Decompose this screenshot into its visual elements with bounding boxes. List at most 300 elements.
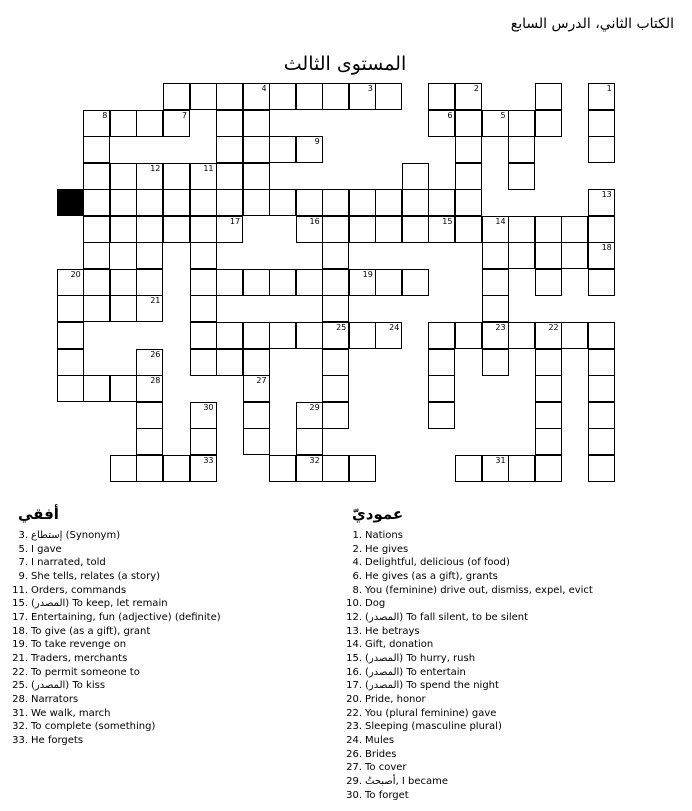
clue-item-number: 31.: [12, 707, 28, 719]
page-title-text: المستوى الثالث: [283, 53, 407, 75]
clue-item-text: (المصدر) To hurry, rush: [365, 653, 476, 665]
clue-number: 30: [203, 402, 214, 412]
clue-number: 6: [447, 110, 453, 120]
clue-item: [344, 584, 593, 598]
grid-cell[interactable]: [535, 402, 562, 429]
clue-number: 26: [150, 349, 161, 359]
grid-cell[interactable]: [190, 322, 217, 349]
clue-number: 11: [203, 163, 214, 173]
grid-cell[interactable]: [482, 110, 509, 137]
grid-cell[interactable]: [136, 110, 163, 137]
clue-item: [344, 625, 593, 639]
grid-cell[interactable]: [110, 189, 137, 216]
grid-cell[interactable]: [428, 110, 455, 137]
clue-item: [344, 556, 593, 570]
grid-cell[interactable]: [535, 216, 562, 243]
grid-cell[interactable]: [375, 269, 402, 296]
clue-item-text: Traders, merchants: [31, 653, 128, 665]
grid-cell[interactable]: [482, 242, 509, 269]
clue-item-text: To take revenge on: [31, 639, 127, 651]
clue-item: [344, 679, 593, 693]
grid-cell[interactable]: [269, 189, 296, 216]
grid-cell[interactable]: [588, 136, 615, 163]
clue-number: 27: [256, 376, 267, 386]
clue-number: 14: [495, 216, 506, 226]
grid-cell[interactable]: [216, 110, 243, 137]
grid-cell[interactable]: [322, 375, 349, 402]
grid-cell[interactable]: [588, 455, 615, 482]
grid-cell[interactable]: [57, 295, 84, 322]
grid-cell[interactable]: [83, 216, 110, 243]
grid-cell[interactable]: [83, 189, 110, 216]
clue-item: [10, 597, 221, 611]
grid-cell[interactable]: [455, 216, 482, 243]
grid-cell[interactable]: [136, 349, 163, 376]
grid-cell[interactable]: [110, 375, 137, 402]
grid-cell[interactable]: [136, 455, 163, 482]
grid-cell[interactable]: [269, 83, 296, 110]
grid-cell[interactable]: [163, 110, 190, 137]
clue-item: [344, 734, 593, 748]
grid-cell[interactable]: [190, 216, 217, 243]
grid-cell[interactable]: [508, 242, 535, 269]
grid-cell[interactable]: [588, 428, 615, 455]
grid-cell[interactable]: [455, 189, 482, 216]
clue-number: 7: [181, 110, 187, 120]
clue-item: [344, 761, 593, 775]
clue-item-text: (المصدر) To entertain: [365, 666, 466, 678]
grid-cell[interactable]: [322, 269, 349, 296]
grid-cell[interactable]: [136, 402, 163, 429]
grid-cell[interactable]: [588, 189, 615, 216]
black-cell: [57, 189, 84, 216]
clue-item-number: 19.: [12, 639, 28, 651]
grid-cell[interactable]: [561, 322, 588, 349]
grid-cell[interactable]: [588, 83, 615, 110]
clue-item-text: He betrays: [365, 625, 420, 637]
grid-cell[interactable]: [190, 269, 217, 296]
clue-number: 32: [309, 455, 320, 465]
clue-item-number: 28.: [12, 694, 28, 706]
grid-cell[interactable]: [482, 269, 509, 296]
grid-cell[interactable]: [243, 402, 270, 429]
clue-item-number: 22.: [12, 666, 28, 678]
clue-number: 22: [548, 322, 559, 332]
clue-item: [344, 638, 593, 652]
grid-cell[interactable]: [375, 83, 402, 110]
grid-cell[interactable]: [296, 269, 323, 296]
clue-item-number: 30.: [346, 789, 362, 801]
grid-cell[interactable]: [508, 136, 535, 163]
grid-cell[interactable]: [243, 375, 270, 402]
grid-cell[interactable]: [588, 402, 615, 429]
grid-cell[interactable]: [322, 349, 349, 376]
grid-cell[interactable]: [508, 163, 535, 190]
clue-item: [344, 789, 593, 803]
grid-cell[interactable]: [588, 349, 615, 376]
grid-cell[interactable]: [243, 322, 270, 349]
grid-cell[interactable]: [190, 402, 217, 429]
clue-item: [10, 611, 221, 625]
clue-number: 24: [389, 322, 400, 332]
clue-item-number: 22.: [346, 707, 362, 719]
clue-item: [344, 693, 593, 707]
grid-cell[interactable]: [216, 216, 243, 243]
grid-cell[interactable]: [243, 83, 270, 110]
clue-item: [344, 529, 593, 543]
grid-cell[interactable]: [349, 83, 376, 110]
grid-cell[interactable]: [296, 428, 323, 455]
grid-cell[interactable]: [57, 349, 84, 376]
grid-cell[interactable]: [190, 455, 217, 482]
grid-cell[interactable]: [322, 295, 349, 322]
clue-item-text: I narrated, told: [31, 557, 106, 569]
clue-item-number: 17.: [12, 612, 28, 624]
grid-cell[interactable]: [482, 216, 509, 243]
grid-cell[interactable]: [349, 455, 376, 482]
clue-item-number: 14.: [346, 639, 362, 651]
grid-cell[interactable]: [216, 349, 243, 376]
grid-cell[interactable]: [588, 216, 615, 243]
grid-cell[interactable]: [296, 455, 323, 482]
grid-cell[interactable]: [508, 110, 535, 137]
grid-cell[interactable]: [428, 349, 455, 376]
grid-cell[interactable]: [561, 216, 588, 243]
grid-cell[interactable]: [402, 269, 429, 296]
clue-item: [10, 543, 221, 557]
clue-number: 23: [495, 322, 506, 332]
grid-cell[interactable]: [216, 136, 243, 163]
clue-item: [344, 597, 593, 611]
grid-cell[interactable]: [190, 428, 217, 455]
clue-item: [344, 652, 593, 666]
clue-number: 31: [495, 455, 506, 465]
grid-cell[interactable]: [163, 189, 190, 216]
down-clue-list: [344, 529, 593, 802]
clue-item-text: He gives: [365, 543, 409, 555]
grid-cell[interactable]: [455, 110, 482, 137]
clue-item-number: 18.: [12, 625, 28, 637]
grid-cell[interactable]: [163, 455, 190, 482]
clue-number: 13: [601, 190, 612, 200]
grid-cell[interactable]: [136, 242, 163, 269]
grid-cell[interactable]: [269, 455, 296, 482]
grid-cell[interactable]: [322, 242, 349, 269]
clue-item-number: 15.: [12, 598, 28, 610]
grid-cell[interactable]: [57, 322, 84, 349]
clue-item-number: 6.: [352, 571, 362, 583]
grid-cell[interactable]: [588, 242, 615, 269]
clue-number: 12: [150, 163, 161, 173]
grid-cell[interactable]: [243, 110, 270, 137]
grid-cell[interactable]: [110, 163, 137, 190]
grid-cell[interactable]: [428, 322, 455, 349]
clue-number: 3: [367, 84, 373, 93]
grid-cell[interactable]: [83, 295, 110, 322]
clue-item-number: 32.: [12, 721, 28, 733]
grid-cell[interactable]: [216, 163, 243, 190]
grid-cell[interactable]: [535, 428, 562, 455]
grid-cell[interactable]: [243, 349, 270, 376]
grid-cell[interactable]: [190, 83, 217, 110]
clue-item-number: 16.: [346, 666, 362, 678]
grid-cell[interactable]: [163, 83, 190, 110]
clue-item: [344, 748, 593, 762]
grid-cell[interactable]: [535, 322, 562, 349]
grid-cell[interactable]: [455, 322, 482, 349]
clue-item: [10, 734, 221, 748]
grid-cell[interactable]: [163, 163, 190, 190]
grid-cell[interactable]: [296, 402, 323, 429]
grid-cell[interactable]: [83, 375, 110, 402]
clue-item-number: 3.: [18, 530, 28, 541]
grid-cell[interactable]: [136, 428, 163, 455]
clue-item-text: Mules: [365, 735, 395, 747]
clue-item: [10, 625, 221, 639]
grid-cell[interactable]: [136, 163, 163, 190]
grid-cell[interactable]: [110, 455, 137, 482]
clue-item-text: Brides: [365, 748, 397, 760]
grid-cell[interactable]: [349, 189, 376, 216]
clue-item-number: 12.: [346, 612, 362, 624]
grid-cell[interactable]: [296, 189, 323, 216]
clue-item: [10, 707, 221, 721]
grid-cell[interactable]: [535, 242, 562, 269]
clue-number: 20: [70, 269, 81, 279]
clue-item: [344, 666, 593, 680]
clue-number: 17: [229, 216, 241, 226]
clue-number: 19: [362, 269, 373, 279]
grid-cell[interactable]: [190, 242, 217, 269]
clue-item: [10, 666, 221, 680]
clue-item-number: 33.: [12, 735, 28, 747]
grid-cell[interactable]: [455, 455, 482, 482]
grid-cell[interactable]: [402, 163, 429, 190]
grid-cell[interactable]: [269, 269, 296, 296]
clue-item-text: To cover: [365, 762, 407, 774]
grid-cell[interactable]: [296, 322, 323, 349]
grid-cell[interactable]: [243, 269, 270, 296]
across-clue-list: [10, 529, 221, 748]
clue-item-text: Sleeping (masculine plural): [365, 721, 502, 733]
clue-item-number: 15.: [346, 653, 362, 665]
grid-cell[interactable]: [83, 269, 110, 296]
grid-cell[interactable]: [482, 349, 509, 376]
clue-item-text: To forget: [365, 789, 409, 801]
clue-item-text: أصبحتُ, I became: [365, 776, 449, 788]
clue-item-number: 2.: [352, 543, 362, 555]
clue-item-number: 29.: [346, 776, 362, 788]
grid-cell[interactable]: [136, 375, 163, 402]
grid-cell[interactable]: [375, 189, 402, 216]
grid-cell[interactable]: [243, 136, 270, 163]
grid-cell[interactable]: [535, 349, 562, 376]
grid-cell[interactable]: [110, 295, 137, 322]
clue-item-text: You (feminine) drive out, dismiss, expel, evict: [365, 584, 593, 596]
clue-item-number: 5.: [18, 543, 28, 555]
grid-cell[interactable]: [402, 189, 429, 216]
grid-cell[interactable]: [482, 455, 509, 482]
clue-item-text: To permit someone to: [31, 666, 140, 678]
grid-cell[interactable]: [428, 216, 455, 243]
grid-cell[interactable]: [508, 455, 535, 482]
clue-number: 15: [442, 216, 453, 226]
grid-cell[interactable]: [243, 163, 270, 190]
clue-item-text: You (plural feminine) gave: [365, 707, 497, 719]
grid-cell[interactable]: [190, 295, 217, 322]
across-heading: أفقي: [18, 505, 59, 523]
clue-number: 4: [261, 84, 267, 93]
clue-item-number: 4.: [352, 557, 362, 569]
grid-cell[interactable]: [402, 216, 429, 243]
grid-cell[interactable]: [243, 189, 270, 216]
clue-item-number: 20.: [346, 694, 362, 706]
grid-cell[interactable]: [110, 269, 137, 296]
grid-cell[interactable]: [136, 216, 163, 243]
clue-item: [344, 720, 593, 734]
grid-cell[interactable]: [349, 216, 376, 243]
clue-item-number: 21.: [12, 653, 28, 665]
clue-item-text: Orders, commands: [31, 584, 127, 596]
grid-cell[interactable]: [375, 322, 402, 349]
clue-item-text: I gave: [31, 543, 62, 555]
grid-cell[interactable]: [322, 455, 349, 482]
grid-cell[interactable]: [535, 375, 562, 402]
clue-item-text: (المصدر) To fall silent, to be silent: [365, 612, 529, 624]
clue-item-number: 24.: [346, 735, 362, 747]
clue-number: 9: [314, 137, 320, 147]
clue-number: 18: [601, 243, 612, 253]
clue-item-number: 8.: [352, 584, 362, 596]
grid-cell[interactable]: [190, 349, 217, 376]
grid-cell[interactable]: [322, 83, 349, 110]
clue-item-text: Nations: [365, 530, 403, 541]
clue-item: [10, 638, 221, 652]
grid-cell[interactable]: [455, 83, 482, 110]
grid-cell[interactable]: [216, 322, 243, 349]
grid-cell[interactable]: [57, 375, 84, 402]
grid-cell[interactable]: [57, 269, 84, 296]
clue-item: [10, 529, 221, 543]
grid-cell[interactable]: [428, 402, 455, 429]
grid-cell[interactable]: [482, 322, 509, 349]
grid-cell[interactable]: [428, 375, 455, 402]
grid-cell[interactable]: [83, 136, 110, 163]
clue-item-text: We walk, march: [31, 707, 111, 719]
grid-cell[interactable]: [482, 295, 509, 322]
clue-item-number: 26.: [346, 748, 362, 760]
clue-item-text: He gives (as a gift), grants: [365, 571, 498, 583]
grid-cell[interactable]: [296, 136, 323, 163]
grid-cell[interactable]: [322, 402, 349, 429]
clue-number: 8: [102, 110, 108, 120]
clue-item-text: (المصدر) To kiss: [31, 680, 106, 692]
grid-cell[interactable]: [588, 322, 615, 349]
grid-cell[interactable]: [349, 269, 376, 296]
grid-cell[interactable]: [535, 269, 562, 296]
grid-cell[interactable]: [375, 216, 402, 243]
clue-item: [344, 570, 593, 584]
clue-item-text: Narrators: [31, 694, 79, 706]
clue-item-number: 17.: [346, 680, 362, 692]
clue-item-text: Pride, honor: [365, 694, 426, 706]
grid-cell[interactable]: [216, 189, 243, 216]
clue-item: [10, 720, 221, 734]
clue-item-text: (المصدر) To spend the night: [365, 680, 499, 692]
grid-cell[interactable]: [190, 163, 217, 190]
grid-cell[interactable]: [508, 216, 535, 243]
grid-cell[interactable]: [535, 110, 562, 137]
clue-item-text: Dog: [365, 598, 386, 610]
clue-number: 25: [336, 322, 347, 332]
grid-cell[interactable]: [428, 189, 455, 216]
grid-cell[interactable]: [535, 83, 562, 110]
grid-cell[interactable]: [163, 216, 190, 243]
clue-item-text: Gift, donation: [365, 639, 434, 651]
clue-item-number: 25.: [12, 680, 28, 692]
clue-number: 2: [473, 84, 479, 93]
grid-cell[interactable]: [588, 110, 615, 137]
clue-item-number: 11.: [12, 584, 28, 596]
grid-cell[interactable]: [508, 322, 535, 349]
clue-item: [10, 693, 221, 707]
grid-cell[interactable]: [110, 216, 137, 243]
clue-item-text: إستطاع (Synonym): [31, 530, 121, 541]
clue-number: 21: [150, 296, 161, 306]
grid-cell[interactable]: [269, 136, 296, 163]
grid-cell[interactable]: [216, 83, 243, 110]
grid-cell[interactable]: [455, 136, 482, 163]
clue-number: 33: [203, 455, 214, 465]
clue-number: 28: [150, 376, 161, 386]
grid-cell[interactable]: [455, 163, 482, 190]
grid-cell[interactable]: [136, 295, 163, 322]
grid-cell[interactable]: [136, 269, 163, 296]
grid-cell[interactable]: [83, 163, 110, 190]
grid-cell[interactable]: [428, 83, 455, 110]
grid-cell[interactable]: [83, 242, 110, 269]
grid-cell[interactable]: [216, 269, 243, 296]
grid-cell[interactable]: [588, 269, 615, 296]
grid-cell[interactable]: [322, 322, 349, 349]
clue-item: [10, 679, 221, 693]
grid-cell[interactable]: [535, 455, 562, 482]
grid-cell[interactable]: [136, 189, 163, 216]
clue-item: [344, 611, 593, 625]
grid-cell[interactable]: [110, 110, 137, 137]
clue-item-number: 1.: [352, 530, 362, 541]
grid-cell[interactable]: [296, 83, 323, 110]
clue-item-number: 7.: [18, 557, 28, 569]
document-header: الكتاب الثاني، الدرس السابع: [510, 16, 674, 32]
grid-cell[interactable]: [561, 242, 588, 269]
grid-cell[interactable]: [588, 375, 615, 402]
grid-cell[interactable]: [349, 322, 376, 349]
grid-cell[interactable]: [269, 322, 296, 349]
grid-cell[interactable]: [296, 216, 323, 243]
clue-number: 1: [606, 84, 612, 93]
clue-item-text: Entertaining, fun (adjective) (definite): [31, 612, 221, 624]
clue-item-text: He forgets: [31, 735, 84, 747]
grid-cell[interactable]: [322, 216, 349, 243]
clue-item: [344, 707, 593, 721]
clue-item-text: To complete (something): [31, 721, 156, 733]
grid-cell[interactable]: [83, 110, 110, 137]
clue-item-number: 10.: [346, 598, 362, 610]
grid-cell[interactable]: [243, 428, 270, 455]
grid-cell[interactable]: [322, 189, 349, 216]
grid-cell[interactable]: [190, 189, 217, 216]
